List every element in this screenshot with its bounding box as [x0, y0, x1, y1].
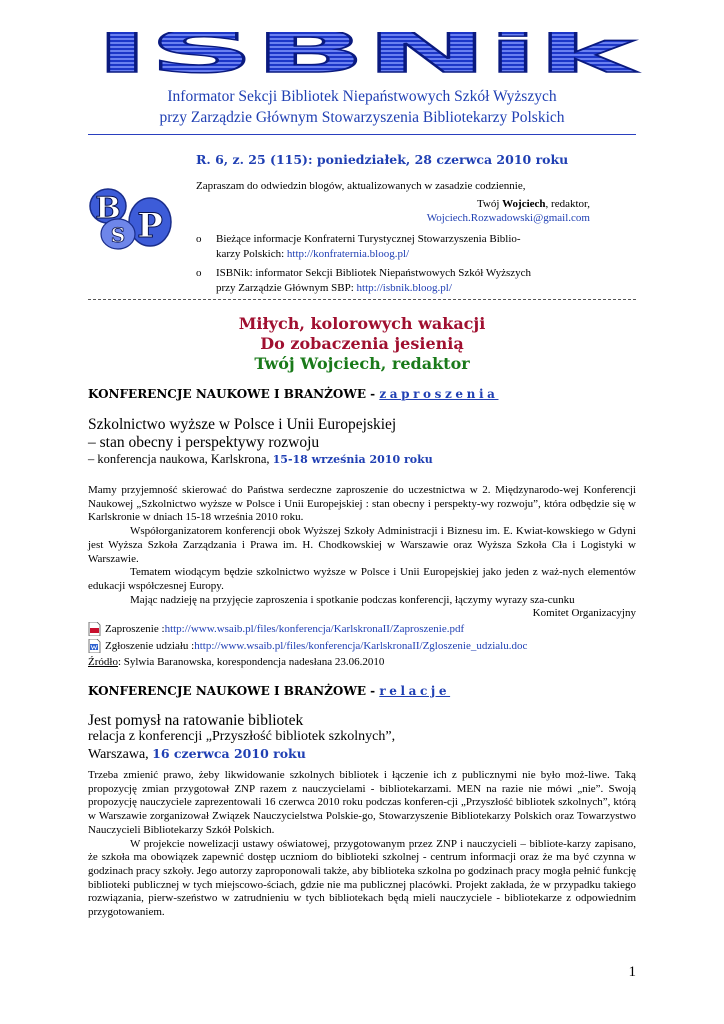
article-title: Jest pomysł na ratowanie bibliotek — [88, 712, 304, 729]
bullet-marker: o — [196, 233, 202, 245]
bullet-text: ISBNik: informator Sekcji Bibliotek Niepaństwowych Szkół Wyższych — [216, 267, 532, 279]
paragraph: Tematem wiodącym będzie szkolnictwo wyższe w Polsce i Unii Europejskiej jako jeden z waż-nych elementów edukacji współczesnej Europy. — [88, 566, 636, 592]
section-heading-invitations — [88, 387, 498, 401]
sign-suffix: , redaktor, — [545, 198, 590, 210]
isbnik-link[interactable]: http://isbnik.bloog.pl/ — [356, 282, 452, 294]
bsp-letter-b: B — [95, 191, 121, 226]
section-heading-reports — [88, 684, 450, 698]
bullet-text: Bieżące informacje Konfraterni Turystycznej Stowarzyszenia Biblio- — [216, 233, 521, 245]
attachment-registration — [88, 639, 527, 653]
subtitle-line-2: przy Zarządzie Głównym Stowarzyszenia Bibliotekarzy Polskich — [159, 109, 565, 126]
article-subtitle-text: – konferencja naukowa, Karlskrona, — [88, 452, 273, 466]
article-title-line-1: Szkolnictwo wyższe w Polsce i Unii Europejskiej — [88, 416, 397, 433]
bullet-text: karzy Polskich: — [216, 248, 287, 260]
sign-name: Wojciech — [502, 198, 546, 210]
editor-email-link[interactable]: Wojciech.Rozwadowski@gmail.com — [426, 212, 590, 224]
article-title — [88, 416, 396, 452]
reports-link[interactable]: relacje — [379, 684, 451, 698]
invitations-link[interactable]: zaproszenia — [379, 387, 499, 401]
article-date: 15-18 września 2010 roku — [272, 453, 433, 466]
paragraph: Współorganizatorem konferencji obok Wyższej Szkoły Administracji i Biznesu im. E. Kwiat-kowskiego w Gdyni jest Wyższa Szkoła Zarządzania i Prawa im. H. Chodkowskiej w Warszawie oraz Wyższa Szkoła Cła i Logistyki w Warszawie. — [88, 525, 636, 565]
dashed-divider — [88, 299, 636, 300]
article-date: 16 czerwca 2010 roku — [152, 746, 306, 761]
editor-signature — [477, 198, 590, 210]
article-location: Warszawa, — [88, 747, 153, 762]
list-item — [196, 266, 616, 296]
article-subtitle — [88, 452, 433, 467]
paragraph: Mając nadzieję na przyjęcie zaproszenia i spotkanie podczas konferencji, łączymy wyrazy sza-cunku — [130, 593, 575, 606]
bsp-letter-p: P — [137, 206, 163, 246]
bullet-text: przy Zarządzie Głównym SBP: — [216, 282, 357, 294]
registration-doc-link[interactable]: http://www.wsaib.pl/files/konferencja/KarlskronaII/Zgloszenie_udzialu.doc — [194, 640, 528, 652]
subtitle-line-1: Informator Sekcji Bibliotek Niepaństwowych Szkół Wyższych — [167, 88, 557, 105]
blog-list — [196, 232, 616, 300]
doc-file-icon — [88, 639, 101, 653]
bsp-letter-s: S — [110, 223, 126, 247]
section-heading-text: KONFERENCJE NAUKOWE I BRANŻOWE - — [88, 387, 380, 401]
header-divider — [88, 134, 636, 135]
invite-text: Zapraszam do odwiedzin blogów, aktualizowanych w zasadzie codziennie, — [196, 180, 526, 192]
article-title-line-2: – stan obecny i perspektywy rozwoju — [88, 434, 320, 451]
committee-signature: Komitet Organizacyjny — [532, 607, 636, 619]
bullet-marker: o — [196, 267, 202, 279]
wish-line-1: Miłych, kolorowych wakacji — [238, 314, 486, 333]
article-subtitle: relacja z konferencji „Przyszłość bibliotek szkolnych”, — [88, 729, 396, 744]
list-item — [196, 232, 616, 262]
logo-text: ISBNik — [95, 32, 639, 86]
page-number: 1 — [628, 964, 636, 980]
wish-line-2: Do zobaczenia jesienią — [260, 334, 464, 353]
source-label: Źródło — [88, 656, 118, 668]
paragraph: W projekcie nowelizacji ustawy oświatowej, przygotowanym przez ZNP i nauczycieli – bibliote-karzy zapisano, że szkoła ma obowiązek zapewnić dostęp uczniom do biblioteki szkolnej - centrum informacji oraz że ma być czynna w godzinach pracy szkoły. Jego autorzy zaproponowali także, aby biblioteka szkolna po godzinach pracy mogła pełnić funkcję biblioteki publicznej w tych miejscowo-ściach, gdzie nie ma publicznej placówki. Projekt zakłada, że w przypadku takiego rozwiązania, pierw-szeństwo w zatrudnieniu w tych bibliotekach będą mieli nauczyciele - bibliotekarze z odpowiednim przygotowaniem. — [88, 837, 636, 919]
attachment-label: Zgłoszenie udziału : — [105, 640, 195, 652]
article-location-date — [88, 746, 306, 763]
source-note — [88, 656, 384, 668]
source-text: : Sylwia Baranowska, korespondencja nadesłana 23.06.2010 — [117, 656, 385, 668]
attachment-label: Zaproszenie : — [105, 623, 165, 635]
section-heading-text: KONFERENCJE NAUKOWE I BRANŻOWE - — [88, 684, 380, 698]
paragraph: Trzeba zmienić prawo, żeby likwidowanie szkolnych bibliotek i łączenie ich z publicznymi nie było moż-liwe. Taką propozycję zmian przygotował ZNP razem z nauczycielami - bibliotekarzami. MEN na razie nie mówi „nie”. Swoją propozycję nauczyciele zaprezentowali 16 czerwca 2010 roku podczas konferen-cji „Przyszłość bibliotek szkolnych”, którą w Warszawie zorganizował Związek Nauczycielstwa Polskie-go, Stowarzyszenie Bibliotekarzy Polskich oraz Towarzystwo Nauczycieli Bibliotekarzy Szkół Polskich. — [88, 769, 636, 836]
article-body — [88, 484, 636, 607]
bsp-logo — [88, 186, 173, 252]
bsp-logo-graphic — [88, 186, 173, 252]
issue-title: R. 6, z. 25 (115): poniedziałek, 28 czerwca 2010 roku — [196, 152, 569, 167]
wish-line-3: Twój Wojciech, redaktor — [254, 354, 470, 373]
paragraph: Mamy przyjemność skierować do Państwa serdeczne zaproszenie do uczestnictwa w 2. Międzynarodo-wej Konferencji Naukowej „Szkolnictwo wyższe w Polsce i Unii Europejskiej : stan obecny i perspekty-wy rozwoju”, która odbędzie się w Karlskronie w dniach 15-18 września 2010 roku. — [88, 484, 636, 524]
invitation-pdf-link[interactable]: http://www.wsaib.pl/files/konferencja/KarlskronaII/Zaproszenie.pdf — [164, 623, 465, 635]
attachment-invitation — [88, 622, 464, 636]
pdf-file-icon — [88, 622, 101, 636]
article-body — [88, 769, 636, 920]
konfraternia-link[interactable]: http://konfraternia.bloog.pl/ — [286, 248, 410, 260]
sign-prefix: Twój — [476, 198, 503, 210]
